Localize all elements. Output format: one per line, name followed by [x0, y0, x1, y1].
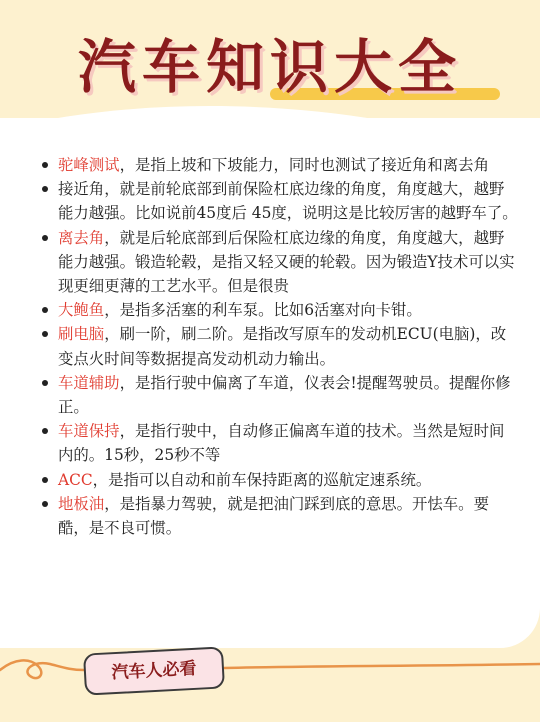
list-item [40, 298, 518, 322]
item-text: ，是指行驶中偏离了车道，仪表会!提醒驾驶员。提醒你修正。 [58, 373, 511, 417]
item-term: 车道辅助 [58, 373, 120, 392]
item-text: ，是指行驶中，自动修正偏离车道的技术。当然是短时间内的。15秒，25秒不等 [58, 422, 505, 465]
item-text: ，是指多活塞的利车泵。比如6活塞对向卡钳。 [104, 301, 422, 320]
item-term: 刷电脑 [58, 325, 105, 344]
item-text: ，就是后轮底部到后保险杠底边缘的角度，角度越大，越野能力越强。锻造轮毂，是指又轻又硬的轮毂。因为锻造Y技术可以实现更细更薄的工艺水平。但是很贵 [58, 228, 515, 296]
item-text: ，是指可以自动和前车保持距离的巡航定速系统。 [92, 470, 432, 489]
item-text: ，刷一阶，刷二阶。是指改写原车的发动机ECU(电脑)，改变点火时间等数据提高发动机动力输出。 [58, 325, 507, 368]
item-term: 驼峰测试 [58, 156, 120, 174]
list-item [40, 153, 518, 177]
list-item [40, 419, 518, 467]
item-term: ACC [58, 470, 93, 489]
list-item [40, 468, 518, 492]
item-text: ，就是前轮底部到前保险杠底边缘的角度，角度越大，越野能力越强。比如说前45度后 45度，说明这是比较厉害的越野车了。 [58, 180, 518, 223]
page-title: 汽车知识大全 [77, 33, 462, 101]
list-item [40, 322, 518, 370]
decorative-curl-line [0, 640, 540, 700]
list-item [40, 492, 518, 540]
item-term: 车道保持 [58, 422, 120, 441]
list-item [40, 226, 518, 299]
list-item [40, 177, 518, 225]
item-text: ，是指暴力驾驶，就是把油门踩到底的意思。开怯车。要酷，是不良可惯。 [58, 494, 489, 538]
item-term: 离去角 [58, 228, 105, 247]
knowledge-list [40, 153, 518, 540]
footer-tag: 汽车人必看 [83, 646, 225, 695]
item-term: 大鲍鱼 [58, 301, 105, 320]
item-term: 地板油 [58, 494, 105, 513]
item-text: ，是指上坡和下坡能力，同时也测试了接近角和离去角 [119, 156, 489, 174]
list-item [40, 371, 518, 419]
item-term: 接近角 [58, 180, 105, 199]
